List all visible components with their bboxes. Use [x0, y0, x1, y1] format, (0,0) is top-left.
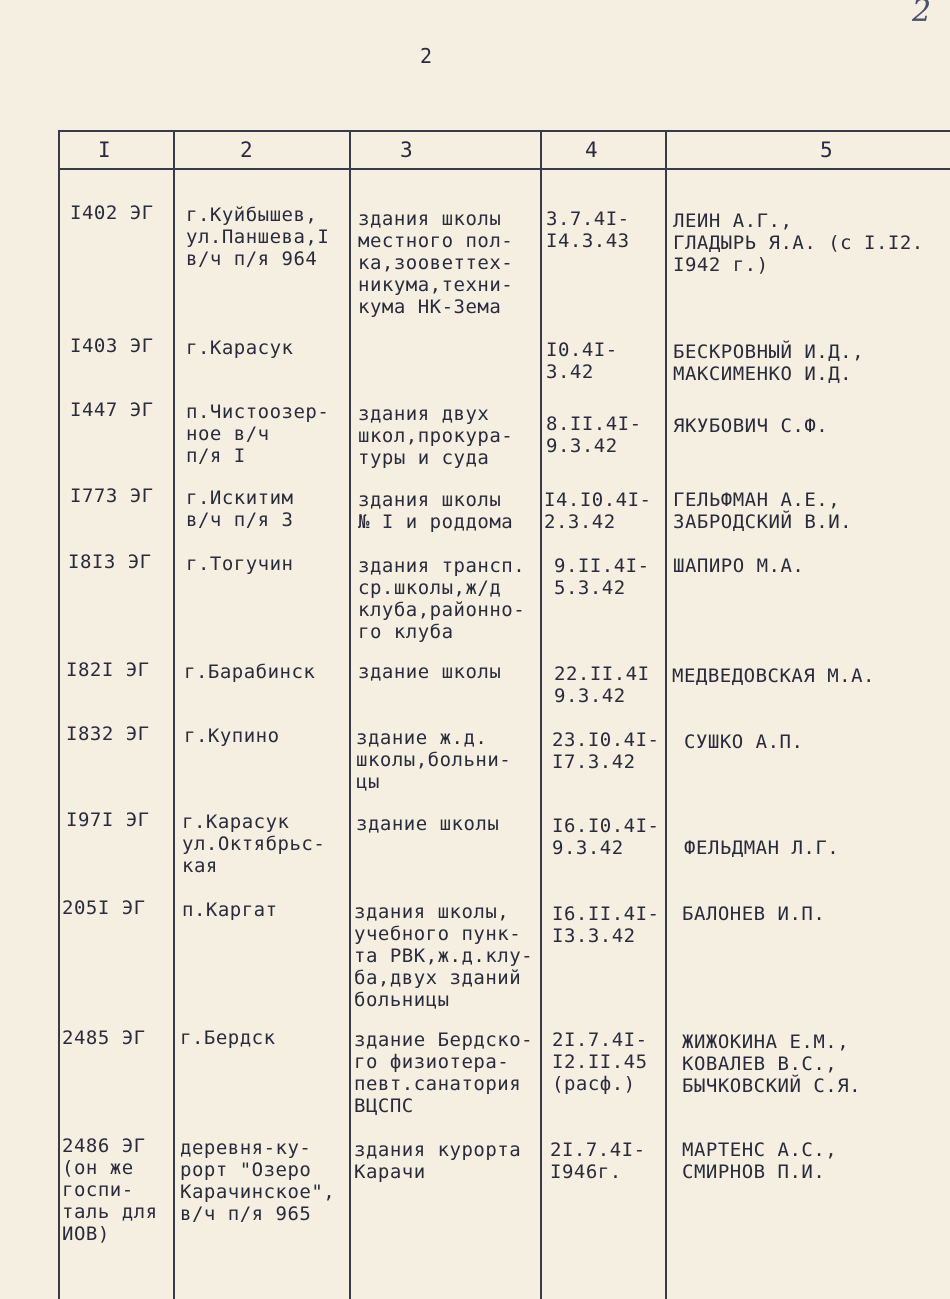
header-bottom-rule [58, 168, 950, 170]
hospital-location: г.Искитим в/ч п/я 3 [186, 487, 294, 531]
hospital-chief: ЯКУБОВИЧ С.Ф. [673, 415, 829, 437]
column-rule-0 [58, 130, 60, 1299]
hospital-location: г.Бердск [180, 1027, 276, 1049]
hospital-period: I6.II.4I- I3.3.42 [552, 903, 660, 947]
column-rule-3 [540, 130, 542, 1299]
hospital-chief: БАЛОНЕВ И.П. [682, 903, 826, 925]
hospital-chief: ГЕЛЬФМАН А.Е., ЗАБРОДСКИЙ В.И. [673, 489, 853, 533]
hospital-chief: ЖИЖОКИНА Е.М., КОВАЛЕВ В.С., БЫЧКОВСКИЙ С.Я. [682, 1031, 862, 1097]
hospital-building: здания школы № I и роддома [358, 489, 514, 533]
hospital-location: г.Карасук ул.Октябрьс- кая [182, 811, 326, 877]
hospital-period: 22.II.4I 9.3.42 [554, 663, 650, 707]
hospital-number: 205I ЭГ [62, 897, 146, 919]
hospital-building: здания курорта Карачи [354, 1139, 522, 1183]
hospital-period: 9.II.4I- 5.3.42 [554, 555, 650, 599]
hospital-period: 23.I0.4I- I7.3.42 [552, 729, 660, 773]
hospital-number: I402 ЭГ [70, 202, 154, 224]
hospital-number: I8I3 ЭГ [68, 551, 152, 573]
hospital-chief: БЕСКРОВНЫЙ И.Д., МАКСИМЕНКО И.Д. [673, 341, 865, 385]
hospital-chief: СУШКО А.П. [684, 731, 804, 753]
hospital-number: I447 ЭГ [70, 399, 154, 421]
hospital-chief: ЛЕИН А.Г., ГЛАДЫРЬ Я.А. (с I.I2. I942 г.) [673, 210, 924, 276]
hospital-number: I82I ЭГ [66, 659, 150, 681]
hospital-location: г.Куйбышев, ул.Паншева,I в/ч п/я 964 [186, 204, 330, 270]
column-rule-1 [173, 130, 175, 1299]
hospital-building: здания двух школ,прокура- туры и суда [358, 403, 514, 469]
hospital-period: 8.II.4I- 9.3.42 [546, 413, 642, 457]
hospital-location: п.Чистоозер- ное в/ч п/я I [186, 401, 330, 467]
page-number: 2 [420, 44, 433, 68]
hospital-building: здания трансп. ср.школы,ж/д клуба,районно- го клуба [358, 555, 526, 643]
hospital-period: 2I.7.4I- I2.II.45 (расф.) [552, 1029, 648, 1095]
hospital-chief: МЕДВЕДОВСКАЯ М.А. [672, 665, 875, 687]
column-header-1: I [98, 138, 111, 162]
hospital-period: 2I.7.4I- I946г. [550, 1139, 646, 1183]
hospital-chief: МАРТЕНС А.С., СМИРНОВ П.И. [682, 1139, 838, 1183]
hospital-period: I6.I0.4I- 9.3.42 [552, 815, 660, 859]
hospital-location: г.Барабинск [184, 661, 316, 683]
hospital-building: здания школы местного пол- ка,зооветтех- никума,техни- кума НК-Зема [358, 208, 514, 318]
hospital-number: 2486 ЭГ (он же госпи- таль для ИОВ) [62, 1135, 158, 1245]
hospital-number: 2485 ЭГ [62, 1027, 146, 1049]
column-header-5: 5 [820, 138, 833, 162]
table-top-rule [58, 130, 950, 132]
corner-handwritten-number: 2 [912, 0, 932, 29]
hospital-period: I0.4I- 3.42 [546, 339, 618, 383]
column-header-2: 2 [240, 138, 253, 162]
hospital-building: здания школы, учебного пунк- та РВК,ж.д.клу- ба,двух зданий больницы [354, 901, 534, 1011]
hospital-building: здание школы [358, 661, 502, 683]
hospital-location: г.Карасук [186, 337, 294, 359]
hospital-number: I97I ЭГ [66, 809, 150, 831]
hospital-number: I773 ЭГ [70, 485, 154, 507]
hospital-building: здание Бердско- го физиотера- певт.санатория ВЦСПС [354, 1029, 534, 1117]
hospital-location: деревня-ку- рорт "Озеро Карачинское", в/ч п/я 965 [180, 1137, 336, 1225]
column-rule-2 [349, 130, 351, 1299]
hospital-location: г.Тогучин [186, 553, 294, 575]
hospital-number: I832 ЭГ [66, 723, 150, 745]
hospital-period: I4.I0.4I- 2.3.42 [544, 489, 652, 533]
hospital-location: г.Купино [184, 725, 280, 747]
hospital-period: 3.7.4I- I4.3.43 [546, 208, 630, 252]
hospital-building: здание ж.д. школы,больни- цы [356, 727, 512, 793]
hospital-chief: ФЕЛЬДМАН Л.Г. [684, 837, 840, 859]
hospital-location: п.Каргат [182, 899, 278, 921]
column-header-3: 3 [400, 138, 413, 162]
hospital-chief: ШАПИРО М.А. [673, 555, 805, 577]
hospital-building: здание школы [356, 813, 500, 835]
column-header-4: 4 [585, 138, 598, 162]
hospital-number: I403 ЭГ [70, 335, 154, 357]
column-rule-4 [665, 130, 667, 1299]
